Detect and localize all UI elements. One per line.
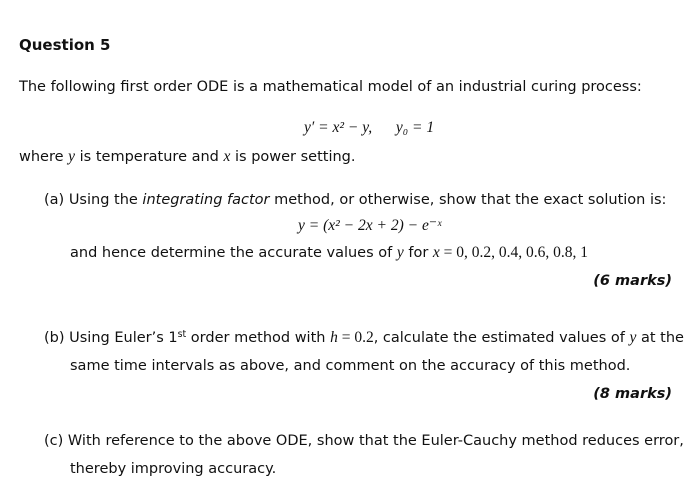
part-b-line1: [44, 329, 684, 347]
part-c-line1: [44, 432, 684, 450]
part-c-label: (c): [44, 433, 64, 449]
var-y: y: [68, 148, 76, 165]
question-title: Question 5: [19, 36, 111, 54]
part-b-text-3: , calculate the estimated values of: [373, 330, 630, 346]
question-intro: The following first order ODE is a mathematical model of an industrial curing process:: [19, 79, 642, 95]
part-a-label: (a): [44, 192, 65, 208]
part-a-text-1: Using the: [68, 192, 143, 208]
part-b-superscript: st: [177, 329, 187, 341]
part-b-text-2: order method with: [186, 330, 331, 346]
part-b-var-h: h: [330, 329, 338, 346]
ode-initial-condition: y₀ = 1: [395, 119, 435, 136]
part-b-label: (b): [44, 330, 65, 346]
part-a-line2: [70, 244, 588, 262]
exact-solution: y = (x² − 2x + 2) − e⁻ˣ: [298, 217, 442, 234]
part-a-emphasis: integrating factor: [142, 192, 270, 208]
part-c-text-1: With reference to the above ODE, show that the Euler-Cauchy method reduces error,: [67, 433, 684, 449]
part-a-text-4: for: [403, 245, 433, 261]
part-c-line2: thereby improving accuracy.: [70, 461, 277, 477]
where-suffix: is power setting.: [230, 149, 356, 165]
where-mid: is temperature and: [75, 149, 224, 165]
part-b-line2: same time intervals as above, and comment on the accuracy of this method.: [70, 358, 631, 374]
part-a-var-y: y: [396, 244, 404, 261]
part-a-line1: [44, 191, 666, 209]
ode-equation: [304, 119, 434, 137]
part-b-text-4: at the: [636, 330, 684, 346]
part-a-x-values: = 0, 0.2, 0.4, 0.6, 0.8, 1: [439, 244, 589, 261]
variable-definitions: [19, 148, 356, 166]
where-prefix: where: [19, 149, 69, 165]
part-a-marks: (6 marks): [593, 273, 672, 289]
var-x: x: [223, 148, 231, 165]
part-b-var-y: y: [629, 329, 637, 346]
part-b-h-value: = 0.2: [337, 329, 374, 346]
part-a-text-3: and hence determine the accurate values of: [70, 245, 397, 261]
part-b-text-1: Using Euler’s 1: [69, 330, 178, 346]
part-b-marks: (8 marks): [593, 386, 672, 402]
part-a-text-2: method, or otherwise, show that the exact solution is:: [269, 192, 667, 208]
ode-expression: y′ = x² − y,: [304, 119, 373, 136]
part-a-var-x: x: [432, 244, 440, 261]
